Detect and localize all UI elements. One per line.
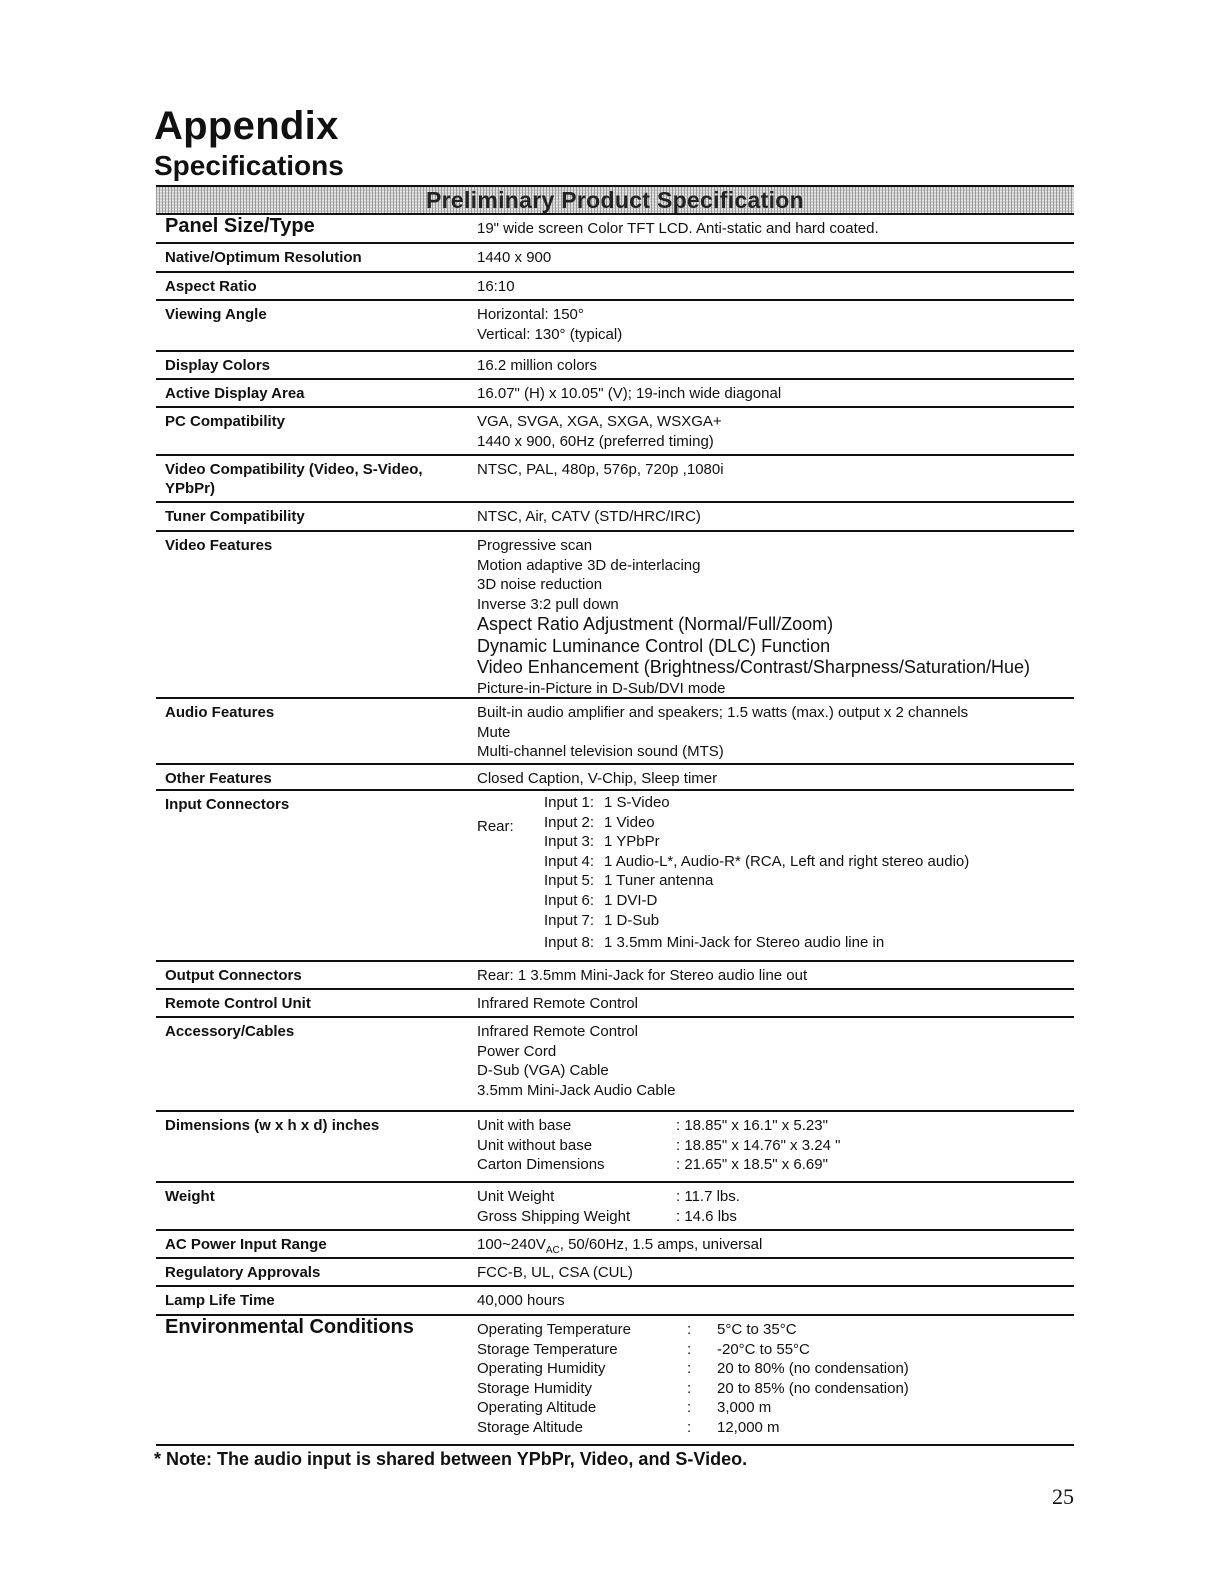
spec-label: Aspect Ratio — [165, 278, 257, 295]
connector-id: Input 2: — [544, 813, 595, 831]
spec-subkey: Operating Altitude — [477, 1399, 597, 1416]
colon-separator: : — [687, 1360, 692, 1377]
spec-subrow — [477, 1155, 840, 1175]
spec-value — [477, 356, 597, 376]
spec-subval: 5°C to 35°C — [717, 1321, 797, 1338]
spec-subrow — [477, 1187, 740, 1207]
spec-line: 1440 x 900 — [477, 249, 552, 266]
spec-value — [477, 1116, 840, 1175]
spec-line: Closed Caption, V-Chip, Sleep timer — [477, 770, 718, 787]
spec-row-vfeat — [156, 532, 1074, 699]
page-number: 25 — [1052, 1484, 1074, 1509]
spec-row-resolution — [156, 244, 1074, 273]
spec-value — [477, 994, 638, 1014]
spec-label: Accessory/Cables — [165, 1023, 295, 1040]
spec-row-video — [156, 456, 1074, 503]
spec-line: Motion adaptive 3D de-interlacing — [477, 556, 701, 574]
spec-row-panel — [156, 215, 1074, 244]
spec-line: Power Cord — [477, 1042, 557, 1060]
spec-value — [477, 1187, 740, 1226]
spec-row-input — [156, 791, 1074, 962]
spec-label: Environmental Conditions — [165, 1316, 414, 1338]
spec-line: D-Sub (VGA) Cable — [477, 1062, 609, 1079]
spec-subrow — [477, 1359, 909, 1379]
spec-row-pc — [156, 408, 1074, 456]
spec-label: PC Compatibility — [165, 413, 286, 430]
spec-subtable-env — [477, 1320, 909, 1437]
spec-subkey: Gross Shipping Weight — [477, 1207, 631, 1225]
spec-subval: -20°C to 55°C — [717, 1340, 810, 1358]
spec-value — [477, 1235, 762, 1261]
spec-line: Built-in audio amplifier and speakers; 1.5 watts (max.) output x 2 channels — [477, 704, 969, 721]
input-connector-row — [544, 932, 969, 954]
spec-label: Viewing Angle — [165, 306, 267, 323]
spec-line: FCC-B, UL, CSA (CUL) — [477, 1264, 633, 1281]
spec-label: Audio Features — [165, 704, 275, 721]
spec-subval: : 11.7 lbs. — [676, 1188, 740, 1205]
spec-label: Remote Control Unit — [165, 995, 311, 1012]
spec-line: 3D noise reduction — [477, 576, 603, 593]
connector-desc: 1 DVI-D — [604, 891, 658, 909]
spec-subtable-weight — [477, 1187, 740, 1226]
spec-line: 1440 x 900, 60Hz (preferred timing) — [477, 432, 714, 450]
input-connector-row — [544, 832, 969, 852]
connector-id: Input 4: — [544, 852, 595, 870]
spec-subval: : 18.85" x 16.1" x 5.23" — [676, 1117, 828, 1134]
spec-subrow — [477, 1207, 740, 1227]
spec-row-env — [156, 1316, 1074, 1446]
spec-subval: 3,000 m — [717, 1399, 772, 1416]
connector-desc: 1 3.5mm Mini-Jack for Stereo audio line in — [604, 934, 885, 951]
spec-row-colors — [156, 352, 1074, 380]
spec-value — [477, 536, 1030, 698]
spec-subkey: Unit with base — [477, 1117, 572, 1134]
spec-label: Output Connectors — [165, 967, 302, 984]
spec-label: Tuner Compatibility — [165, 508, 305, 525]
spec-line: Mute — [477, 723, 511, 741]
spec-subval: : 21.65" x 18.5" x 6.69" — [676, 1156, 828, 1173]
spec-subrow — [477, 1320, 909, 1340]
spec-subkey: Storage Altitude — [477, 1418, 583, 1436]
spec-subrow — [477, 1379, 909, 1399]
spec-line: Multi-channel television sound (MTS) — [477, 743, 724, 760]
spec-row-power — [156, 1231, 1074, 1259]
spec-value — [477, 305, 622, 344]
spec-line: Progressive scan — [477, 537, 593, 554]
spec-label: Video Compatibility (Video, S-Video, YPbPr) — [165, 461, 423, 497]
rear-label: Rear: — [477, 818, 514, 835]
spec-subkey: Unit Weight — [477, 1188, 555, 1205]
spec-row-area — [156, 380, 1074, 408]
spec-subval: 20 to 80% (no condensation) — [717, 1360, 909, 1377]
spec-subkey: Unit without base — [477, 1136, 593, 1154]
spec-row-remote — [156, 990, 1074, 1018]
spec-row-aspect — [156, 273, 1074, 301]
spec-subrow — [477, 1340, 909, 1360]
spec-subkey: Storage Humidity — [477, 1379, 593, 1397]
spec-label: Input Connectors — [165, 796, 290, 813]
spec-line — [477, 1235, 762, 1261]
spec-value — [477, 966, 807, 986]
spec-line: Aspect Ratio Adjustment (Normal/Full/Zoom) — [477, 614, 834, 634]
spec-subval: : 18.85" x 14.76" x 3.24 " — [676, 1136, 841, 1154]
spec-value — [477, 507, 701, 527]
connector-desc: 1 YPbPr — [604, 833, 660, 850]
spec-row-lamp — [156, 1287, 1074, 1316]
power-range: 100~240V — [477, 1236, 546, 1253]
connector-id: Input 6: — [544, 891, 595, 909]
spec-subrow — [477, 1136, 840, 1156]
spec-row-dims — [156, 1112, 1074, 1183]
spec-line: VGA, SVGA, XGA, SXGA, WSXGA+ — [477, 413, 722, 430]
spec-line: 40,000 hours — [477, 1292, 565, 1309]
spec-value — [477, 1291, 565, 1311]
spec-label: Lamp Life Time — [165, 1292, 275, 1309]
spec-label: Weight — [165, 1188, 215, 1205]
spec-row-weight — [156, 1183, 1074, 1231]
colon-separator: : — [687, 1418, 692, 1436]
spec-line: Infrared Remote Control — [477, 995, 638, 1012]
spec-label: Regulatory Approvals — [165, 1264, 321, 1281]
spec-subval: 12,000 m — [717, 1418, 780, 1436]
section-title: Specifications — [154, 150, 344, 181]
spec-value — [477, 248, 551, 268]
spec-subtable-dims — [477, 1116, 840, 1175]
connector-id: Input 1: — [544, 794, 595, 811]
spec-subrow — [477, 1418, 909, 1438]
spec-row-tuner — [156, 503, 1074, 532]
spec-label: Active Display Area — [165, 385, 305, 402]
connector-desc: 1 S-Video — [604, 794, 670, 811]
spec-line: Infrared Remote Control — [477, 1023, 638, 1040]
connector-desc: 1 Tuner antenna — [604, 872, 714, 889]
input-connector-row — [544, 871, 969, 891]
spec-subkey: Storage Temperature — [477, 1340, 618, 1358]
spec-subkey: Carton Dimensions — [477, 1156, 605, 1173]
spec-label: AC Power Input Range — [165, 1236, 327, 1253]
spec-value — [477, 1263, 633, 1283]
connector-id: Input 7: — [544, 912, 595, 929]
input-connector-row — [544, 852, 969, 872]
spec-line: Horizontal: 150° — [477, 306, 584, 323]
spec-line: Rear: 1 3.5mm Mini-Jack for Stereo audio line out — [477, 967, 808, 984]
connector-desc: 1 Audio-L*, Audio-R* (RCA, Left and right stereo audio) — [604, 852, 970, 870]
spec-subrow — [477, 1398, 909, 1418]
spec-line: NTSC, PAL, 480p, 576p, 720p ,1080i — [477, 461, 724, 478]
spec-row-reg — [156, 1259, 1074, 1287]
spec-value — [477, 384, 781, 404]
colon-separator: : — [687, 1399, 692, 1416]
spec-subval: : 14.6 lbs — [676, 1207, 737, 1225]
spec-line: 16.2 million colors — [477, 357, 598, 374]
power-details: , 50/60Hz, 1.5 amps, universal — [559, 1236, 763, 1253]
page-title: Appendix — [154, 104, 339, 148]
input-connector-table — [544, 793, 969, 954]
input-connector-row — [544, 813, 969, 833]
spec-line: NTSC, Air, CATV (STD/HRC/IRC) — [477, 508, 701, 525]
spec-line: Dynamic Luminance Control (DLC) Function — [477, 635, 831, 656]
spec-line: Video Enhancement (Brightness/Contrast/Sharpness/Saturation/Hue) — [477, 657, 1030, 677]
spec-line: 16.07" (H) x 10.05" (V); 19-inch wide diagonal — [477, 385, 782, 402]
spec-label: Native/Optimum Resolution — [165, 249, 362, 266]
spec-label: Display Colors — [165, 357, 271, 374]
input-connector-row — [544, 891, 969, 911]
spec-line: Picture-in-Picture in D-Sub/DVI mode — [477, 679, 726, 697]
colon-separator: : — [687, 1379, 692, 1397]
spec-value — [477, 703, 968, 762]
spec-row-other — [156, 765, 1074, 791]
colon-separator: : — [687, 1340, 692, 1358]
spec-value — [477, 219, 879, 239]
spec-value — [477, 769, 717, 789]
spec-line: 16:10 — [477, 278, 515, 295]
banner-text: Preliminary Product Specification — [425, 187, 804, 213]
connector-desc: 1 Video — [604, 813, 655, 831]
spec-value — [477, 793, 969, 954]
spec-line: Vertical: 130° (typical) — [477, 325, 623, 343]
connector-id: Input 8: — [544, 934, 595, 951]
spec-line: 19" wide screen Color TFT LCD. Anti-static and hard coated. — [477, 220, 879, 237]
spec-value — [477, 277, 515, 297]
spec-label: Dimensions (w x h x d) inches — [165, 1117, 380, 1134]
spec-label: Other Features — [165, 770, 272, 787]
spec-label: Panel Size/Type — [165, 215, 315, 237]
spec-line: Inverse 3:2 pull down — [477, 595, 619, 613]
colon-separator: : — [687, 1321, 692, 1338]
spec-value — [477, 1022, 675, 1100]
power-unit: AC — [545, 1245, 560, 1256]
spec-banner — [156, 185, 1074, 215]
spec-subrow — [477, 1116, 840, 1136]
spec-row-acc — [156, 1018, 1074, 1112]
input-connector-row — [544, 793, 969, 813]
spec-subval: 20 to 85% (no condensation) — [717, 1379, 909, 1397]
spec-value — [477, 460, 724, 480]
connector-desc: 1 D-Sub — [604, 912, 660, 929]
input-connector-row — [544, 910, 969, 932]
spec-row-afeat — [156, 699, 1074, 765]
spec-label: Video Features — [165, 537, 273, 554]
spec-subkey: Operating Temperature — [477, 1321, 631, 1338]
spec-line: 3.5mm Mini-Jack Audio Cable — [477, 1081, 676, 1099]
connector-id: Input 5: — [544, 872, 595, 889]
spec-row-output — [156, 962, 1074, 990]
spec-row-viewing — [156, 301, 1074, 352]
spec-subkey: Operating Humidity — [477, 1360, 606, 1377]
connector-id: Input 3: — [544, 833, 595, 850]
footnote: * Note: The audio input is shared between YPbPr, Video, and S-Video. — [154, 1449, 748, 1469]
spec-value — [477, 1320, 909, 1437]
spec-value — [477, 412, 722, 451]
